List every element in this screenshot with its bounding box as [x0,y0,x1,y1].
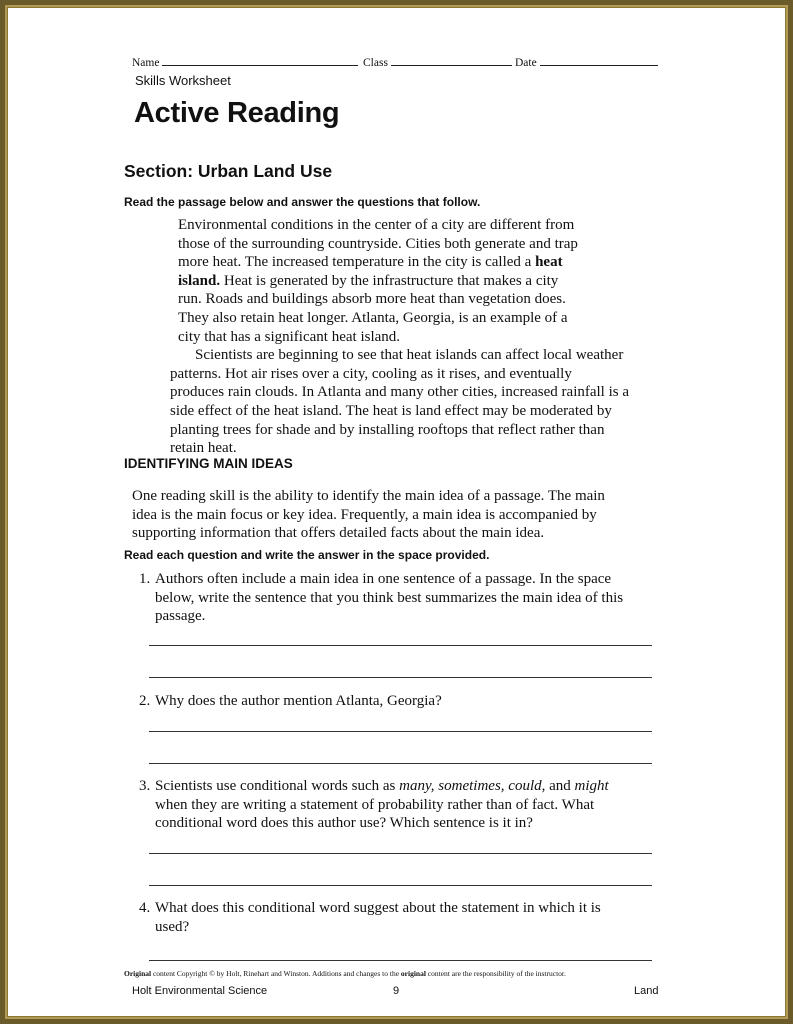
question-4-line: What does this conditional word suggest about the statement in which it is [155,900,601,916]
passage-p1-line: city that has a significant heat island. [178,328,401,345]
page-title: Active Reading [134,97,340,129]
passage-text: Heat is generated by the infrastructure that makes a city [220,272,559,289]
question-1-line: passage. [155,608,206,625]
date-blank[interactable] [540,53,658,66]
passage-p1-line: run. Roads and buildings absorb more heat than vegetation does. [178,291,566,308]
term-island: island. [178,272,221,289]
question-3-text: , and [541,778,575,794]
passage-p2-line: planting trees for shade and by installing rooftops that reflect rather than [170,421,605,438]
main-ideas-line: supporting information that offers detailed facts about the main idea. [132,525,545,542]
passage-p2-line: Scientists are beginning to see that heat islands can affect local weather [195,347,624,364]
class-blank[interactable] [391,53,512,66]
date-label: Date [515,57,537,69]
passage-p1-line [178,253,563,272]
question-4-line: used? [155,918,190,935]
copyright-text: content Copyright © by Holt, Rinehart and Winston. Additions and changes to the [151,969,401,978]
copyright-bold: Original [124,969,152,978]
footer-chapter: Land [634,985,659,997]
answer-line[interactable] [149,677,652,678]
answer-line[interactable] [149,645,652,646]
question-2-line: Why does the author mention Atlanta, Georgia? [155,693,442,709]
question-3-text: Scientists use conditional words such as [155,778,400,794]
passage-p1-line: They also retain heat longer. Atlanta, Georgia, is an example of a [178,310,568,326]
passage-instruction: Read the passage below and answer the questions that follow. [124,195,481,209]
question-3-line: when they are writing a statement of probability rather than of fact. What [155,796,595,813]
question-1-line: below, write the sentence that you think best summarizes the main idea of this [155,589,624,606]
copyright-notice [124,969,566,978]
date-field [515,53,658,69]
question-2-number: 2. [139,693,151,709]
section-title: Section: Urban Land Use [124,161,333,181]
passage-p2-line: retain heat. [170,440,237,457]
passage-p1-line: those of the surrounding countryside. Cities both generate and trap [178,235,578,252]
passage-p2-line: patterns. Hot air rises over a city, cooling as it rises, and eventually [170,365,572,382]
passage-p2-line: produces rain clouds. In Atlanta and many other cities, increased rainfall is a [170,384,630,401]
question-3-line [155,777,609,796]
name-blank[interactable] [162,53,358,66]
passage-p1-line [178,272,558,291]
answer-line[interactable] [149,885,652,886]
main-ideas-line: One reading skill is the ability to identify the main idea of a passage. The main [132,488,605,504]
conditional-word-might: might [574,778,609,794]
class-field [363,53,512,69]
term-heat: heat [535,254,563,271]
skills-label: Skills Worksheet [135,73,231,88]
passage-text: more heat. The increased temperature in the city is called a [178,254,536,271]
passage-p1-line: Environmental conditions in the center of a city are different from [178,217,575,233]
question-3-line: conditional word does this author use? Which sentence is it in? [155,815,533,832]
answer-line[interactable] [149,960,652,961]
question-3-number: 3. [139,778,151,794]
question-1-line: Authors often include a main idea in one sentence of a passage. In the space [155,571,612,587]
main-ideas-line: idea is the main focus or key idea. Frequently, a main idea is accompanied by [132,506,597,523]
conditional-words: many, sometimes, could [399,778,542,794]
name-label: Name [132,57,160,69]
name-field [132,53,358,69]
answer-line[interactable] [149,731,652,732]
class-label: Class [363,57,388,69]
copyright-bold: original [400,969,426,978]
passage-p2-line: side effect of the heat island. The heat is land effect may be moderated by [170,403,612,419]
copyright-text: content are the responsibility of the instructor. [425,969,566,978]
question-4-number: 4. [139,900,151,916]
footer-book-title: Holt Environmental Science [132,985,268,997]
footer-page-number: 9 [393,985,400,997]
answer-line[interactable] [149,763,652,764]
question-1-number: 1. [139,571,151,587]
question-instruction: Read each question and write the answer in the space provided. [124,548,490,562]
answer-line[interactable] [149,853,652,854]
main-ideas-heading: IDENTIFYING MAIN IDEAS [124,456,293,471]
